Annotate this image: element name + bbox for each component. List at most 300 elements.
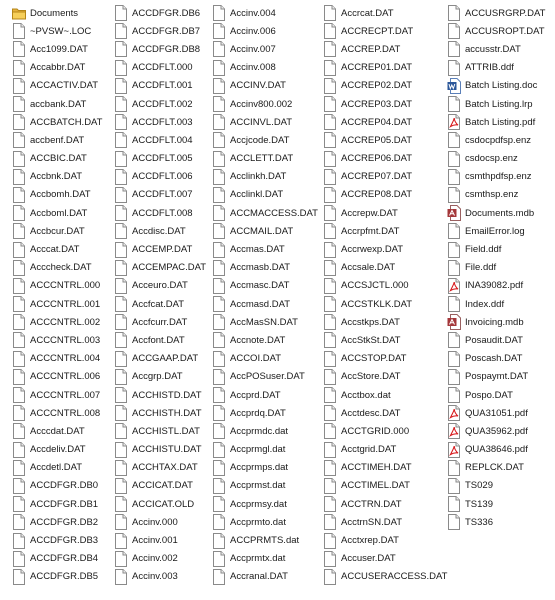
file-name-label: Acccheck.DAT	[30, 262, 92, 274]
file-item[interactable]	[114, 550, 206, 568]
file-icon	[447, 60, 461, 76]
file-icon	[323, 132, 337, 148]
file-item[interactable]	[212, 4, 318, 22]
file-icon	[12, 533, 26, 549]
file-item[interactable]	[114, 568, 206, 586]
file-icon	[114, 96, 128, 112]
file-icon	[12, 151, 26, 167]
file-name-label: ACCDFGR.DB6	[132, 7, 201, 19]
file-name-label: Acccat.DAT	[30, 244, 80, 256]
file-item[interactable]	[447, 495, 545, 513]
file-item[interactable]	[12, 531, 102, 549]
file-item[interactable]	[12, 259, 102, 277]
file-name-label: Accfcurr.DAT	[132, 316, 188, 328]
file-column	[447, 4, 545, 531]
file-item[interactable]	[447, 350, 545, 368]
file-name-label: ACCREP01.DAT	[341, 62, 413, 74]
file-item[interactable]	[12, 131, 102, 149]
file-item[interactable]	[12, 568, 102, 586]
file-item[interactable]	[114, 350, 206, 368]
file-icon	[12, 478, 26, 494]
file-name-label: Accboml.DAT	[30, 207, 88, 219]
file-icon	[114, 132, 128, 148]
file-icon	[114, 496, 128, 512]
file-item[interactable]	[323, 22, 447, 40]
file-item[interactable]	[212, 277, 318, 295]
file-item[interactable]	[114, 95, 206, 113]
file-item[interactable]	[114, 386, 206, 404]
file-icon	[447, 242, 461, 258]
file-item[interactable]	[447, 131, 545, 149]
file-item[interactable]	[12, 295, 102, 313]
file-item[interactable]	[323, 59, 447, 77]
file-icon	[114, 514, 128, 530]
file-icon	[447, 223, 461, 239]
file-item[interactable]	[114, 222, 206, 240]
file-name-label: accbank.DAT	[30, 98, 87, 110]
file-item[interactable]	[12, 368, 102, 386]
file-item[interactable]	[323, 531, 447, 549]
file-icon	[114, 442, 128, 458]
file-name-label: Poscash.DAT	[465, 353, 523, 365]
folder-item[interactable]	[12, 4, 102, 22]
file-item[interactable]	[212, 222, 318, 240]
file-item[interactable]	[212, 95, 318, 113]
file-icon	[12, 23, 26, 39]
file-item[interactable]	[114, 331, 206, 349]
file-icon	[212, 5, 226, 21]
file-name-label: ACCSJCTL.000	[341, 280, 409, 292]
file-name-label: ACCREP02.DAT	[341, 80, 413, 92]
file-icon	[323, 60, 337, 76]
file-name-label: Accdeliv.DAT	[30, 444, 86, 456]
file-item[interactable]	[12, 477, 102, 495]
file-item[interactable]	[114, 531, 206, 549]
file-name-label: ACCDFGR.DB7	[132, 25, 201, 37]
file-item[interactable]	[447, 22, 545, 40]
file-item[interactable]	[447, 386, 545, 404]
file-item[interactable]	[114, 459, 206, 477]
file-item[interactable]	[114, 404, 206, 422]
file-name-label: Acc1099.DAT	[30, 43, 88, 55]
file-icon	[323, 514, 337, 530]
file-item[interactable]	[12, 550, 102, 568]
file-name-label: Index.ddf	[465, 298, 505, 310]
file-item[interactable]	[447, 77, 545, 95]
file-item[interactable]	[212, 168, 318, 186]
file-icon	[12, 496, 26, 512]
file-name-label: ACCHISTL.DAT	[132, 425, 200, 437]
file-icon	[114, 151, 128, 167]
file-item[interactable]	[212, 495, 318, 513]
file-item[interactable]	[447, 240, 545, 258]
file-name-label: ACCINVL.DAT	[230, 116, 293, 128]
file-item[interactable]	[114, 422, 206, 440]
file-item[interactable]	[212, 477, 318, 495]
file-name-label: Accjcode.DAT	[230, 134, 290, 146]
file-name-label: ACCDFGR.DB5	[30, 571, 99, 583]
file-item[interactable]	[323, 313, 447, 331]
file-item[interactable]	[212, 386, 318, 404]
file-name-label: Accprmdc.dat	[230, 425, 289, 437]
file-name-label: ACCUSRGRP.DAT	[465, 7, 546, 19]
file-item[interactable]	[447, 113, 545, 131]
file-item[interactable]	[323, 4, 447, 22]
file-item[interactable]	[447, 441, 545, 459]
file-item[interactable]	[323, 550, 447, 568]
file-item[interactable]	[12, 441, 102, 459]
file-item[interactable]	[323, 477, 447, 495]
file-icon	[114, 314, 128, 330]
file-item[interactable]	[212, 59, 318, 77]
file-item[interactable]	[212, 77, 318, 95]
file-item[interactable]	[212, 331, 318, 349]
file-icon	[12, 78, 26, 94]
file-item[interactable]	[447, 259, 545, 277]
pdf-icon	[447, 442, 461, 458]
file-icon	[212, 278, 226, 294]
file-icon	[114, 387, 128, 403]
file-item[interactable]	[12, 22, 102, 40]
file-icon	[12, 205, 26, 221]
file-item[interactable]	[447, 459, 545, 477]
file-item[interactable]	[212, 550, 318, 568]
file-icon	[447, 169, 461, 185]
file-item[interactable]	[114, 441, 206, 459]
file-icon	[447, 260, 461, 276]
file-name-label: Documents.mdb	[465, 207, 535, 219]
file-name-label: Accdisc.DAT	[132, 225, 186, 237]
file-item[interactable]	[212, 204, 318, 222]
pdf-icon	[447, 405, 461, 421]
file-item[interactable]	[212, 313, 318, 331]
file-item[interactable]	[114, 150, 206, 168]
file-item[interactable]	[114, 277, 206, 295]
file-item[interactable]	[114, 40, 206, 58]
file-name-label: EmailError.log	[465, 225, 525, 237]
file-icon	[447, 369, 461, 385]
file-column	[212, 4, 318, 586]
file-item[interactable]	[212, 40, 318, 58]
access-db-icon	[447, 314, 461, 330]
file-name-label: Acctxrep.DAT	[341, 535, 399, 547]
file-icon	[447, 151, 461, 167]
file-item[interactable]	[447, 404, 545, 422]
file-item[interactable]	[323, 568, 447, 586]
file-name-label: ACCTGRID.000	[341, 425, 410, 437]
file-item[interactable]	[323, 113, 447, 131]
file-name-label: ACCPRMTS.dat	[230, 535, 300, 547]
file-item[interactable]	[323, 277, 447, 295]
file-icon	[12, 242, 26, 258]
file-item[interactable]	[114, 295, 206, 313]
file-item[interactable]	[323, 404, 447, 422]
file-name-label: Pospaymt.DAT	[465, 371, 529, 383]
file-item[interactable]	[114, 495, 206, 513]
file-item[interactable]	[447, 186, 545, 204]
file-name-label: Accmasc.DAT	[230, 280, 290, 292]
file-item[interactable]	[114, 22, 206, 40]
file-icon	[12, 223, 26, 239]
file-icon	[12, 514, 26, 530]
file-icon	[12, 114, 26, 130]
file-item[interactable]	[447, 313, 545, 331]
file-item[interactable]	[323, 168, 447, 186]
file-item[interactable]	[114, 59, 206, 77]
file-item[interactable]	[212, 531, 318, 549]
file-item[interactable]	[12, 331, 102, 349]
file-name-label: AccStore.DAT	[341, 371, 401, 383]
file-name-label: Acctgrid.DAT	[341, 444, 397, 456]
file-item[interactable]	[114, 4, 206, 22]
file-icon	[447, 351, 461, 367]
file-item[interactable]	[212, 131, 318, 149]
file-item[interactable]	[212, 422, 318, 440]
file-icon	[212, 41, 226, 57]
file-item[interactable]	[212, 459, 318, 477]
file-name-label: ACCDFGR.DB3	[30, 535, 99, 547]
file-name-label: ACCCNTRL.000	[30, 280, 101, 292]
file-name-label: QUA38646.pdf	[465, 444, 528, 456]
file-name-label: ACCDFLT.003	[132, 116, 193, 128]
file-icon	[323, 460, 337, 476]
file-icon	[447, 23, 461, 39]
file-item[interactable]	[323, 295, 447, 313]
file-name-label: Accranal.DAT	[230, 571, 288, 583]
file-icon	[114, 78, 128, 94]
file-name-label: Accinv.003	[132, 571, 178, 583]
file-icon	[114, 114, 128, 130]
file-name-label: AccStkSt.DAT	[341, 334, 401, 346]
file-item[interactable]	[114, 77, 206, 95]
file-name-label: Accfcat.DAT	[132, 298, 185, 310]
file-icon	[114, 169, 128, 185]
file-name-label: ACCLETT.DAT	[230, 153, 294, 165]
file-item[interactable]	[12, 186, 102, 204]
file-item[interactable]	[323, 495, 447, 513]
file-icon	[323, 296, 337, 312]
file-item[interactable]	[212, 441, 318, 459]
file-item[interactable]	[447, 477, 545, 495]
file-item[interactable]	[114, 168, 206, 186]
file-name-label: AccPOSuser.DAT	[230, 371, 305, 383]
file-item[interactable]	[212, 368, 318, 386]
pdf-icon	[447, 423, 461, 439]
file-item[interactable]	[114, 113, 206, 131]
file-icon	[212, 496, 226, 512]
file-item[interactable]	[323, 441, 447, 459]
file-item[interactable]	[447, 368, 545, 386]
file-item[interactable]	[212, 113, 318, 131]
file-icon	[323, 442, 337, 458]
file-item[interactable]	[323, 350, 447, 368]
file-icon	[212, 551, 226, 567]
file-item[interactable]	[212, 259, 318, 277]
file-item[interactable]	[114, 186, 206, 204]
file-icon	[114, 296, 128, 312]
file-item[interactable]	[447, 4, 545, 22]
file-item[interactable]	[212, 568, 318, 586]
file-item[interactable]	[323, 422, 447, 440]
file-item[interactable]	[447, 150, 545, 168]
file-name-label: ~PVSW~.LOC	[30, 25, 92, 37]
file-icon	[12, 132, 26, 148]
file-item[interactable]	[447, 222, 545, 240]
file-icon	[114, 478, 128, 494]
file-icon	[114, 223, 128, 239]
file-item[interactable]	[114, 259, 206, 277]
file-icon	[323, 151, 337, 167]
file-item[interactable]	[447, 295, 545, 313]
file-item[interactable]	[12, 222, 102, 240]
access-db-icon	[447, 205, 461, 221]
file-item[interactable]	[114, 240, 206, 258]
file-item[interactable]	[323, 77, 447, 95]
file-item[interactable]	[114, 368, 206, 386]
file-item[interactable]	[114, 513, 206, 531]
file-item[interactable]	[447, 331, 545, 349]
file-item[interactable]	[323, 459, 447, 477]
file-item[interactable]	[12, 495, 102, 513]
file-item[interactable]	[323, 259, 447, 277]
file-name-label: Acccdat.DAT	[30, 425, 85, 437]
file-item[interactable]	[12, 113, 102, 131]
file-item[interactable]	[212, 513, 318, 531]
file-item[interactable]	[212, 240, 318, 258]
file-item[interactable]	[12, 59, 102, 77]
file-item[interactable]	[12, 150, 102, 168]
file-name-label: Accabbr.DAT	[30, 62, 86, 74]
file-icon	[114, 551, 128, 567]
file-icon	[12, 369, 26, 385]
file-icon	[323, 96, 337, 112]
file-name-label: Accdetl.DAT	[30, 462, 83, 474]
file-item[interactable]	[323, 150, 447, 168]
file-icon	[212, 260, 226, 276]
file-name-label: Accfont.DAT	[132, 334, 185, 346]
file-icon	[212, 60, 226, 76]
file-name-label: ACCCNTRL.003	[30, 334, 101, 346]
file-name-label: Accinv.007	[230, 43, 276, 55]
file-name-label: accusstr.DAT	[465, 43, 521, 55]
file-item[interactable]	[12, 422, 102, 440]
file-name-label: ACCDFLT.005	[132, 153, 193, 165]
file-item[interactable]	[323, 131, 447, 149]
file-name-label: Accgrp.DAT	[132, 371, 183, 383]
file-item[interactable]	[12, 513, 102, 531]
file-name-label: ACCSTKLK.DAT	[341, 298, 413, 310]
file-item[interactable]	[323, 204, 447, 222]
file-item[interactable]	[323, 222, 447, 240]
file-item[interactable]	[12, 168, 102, 186]
file-item[interactable]	[114, 477, 206, 495]
file-item[interactable]	[114, 204, 206, 222]
file-icon	[212, 314, 226, 330]
file-name-label: Acclinkh.DAT	[230, 171, 287, 183]
file-item[interactable]	[212, 150, 318, 168]
file-item[interactable]	[212, 295, 318, 313]
file-item[interactable]	[12, 277, 102, 295]
file-item[interactable]	[447, 168, 545, 186]
file-icon	[447, 387, 461, 403]
file-name-label: ACCICAT.DAT	[132, 480, 193, 492]
file-name-label: ACCCNTRL.007	[30, 389, 101, 401]
file-name-label: accbenf.DAT	[30, 134, 85, 146]
file-item[interactable]	[447, 513, 545, 531]
file-icon	[447, 332, 461, 348]
file-icon	[447, 96, 461, 112]
file-icon	[12, 387, 26, 403]
file-name-label: ACCTRN.DAT	[341, 498, 402, 510]
file-icon	[12, 169, 26, 185]
file-item[interactable]	[323, 40, 447, 58]
file-item[interactable]	[12, 459, 102, 477]
file-item[interactable]	[323, 95, 447, 113]
file-item[interactable]	[447, 40, 545, 58]
file-name-label: ACCHISTH.DAT	[132, 407, 202, 419]
file-name-label: ACCHISTU.DAT	[132, 444, 202, 456]
file-icon	[212, 169, 226, 185]
file-item[interactable]	[323, 513, 447, 531]
file-item[interactable]	[212, 22, 318, 40]
file-item[interactable]	[114, 131, 206, 149]
file-item[interactable]	[447, 59, 545, 77]
file-column	[12, 4, 102, 586]
file-name-label: Accprmto.dat	[230, 516, 286, 528]
file-item[interactable]	[12, 40, 102, 58]
file-item[interactable]	[12, 350, 102, 368]
file-icon	[212, 296, 226, 312]
file-item[interactable]	[212, 350, 318, 368]
file-icon	[212, 423, 226, 439]
file-icon	[12, 405, 26, 421]
file-item[interactable]	[447, 422, 545, 440]
file-icon	[323, 533, 337, 549]
file-item[interactable]	[12, 95, 102, 113]
file-icon	[323, 278, 337, 294]
file-name-label: ACCEMPAC.DAT	[132, 262, 207, 274]
file-item[interactable]	[212, 186, 318, 204]
file-item[interactable]	[12, 204, 102, 222]
file-item[interactable]	[114, 313, 206, 331]
file-item[interactable]	[323, 331, 447, 349]
file-item[interactable]	[447, 95, 545, 113]
file-icon	[12, 351, 26, 367]
file-name-label: ACCBATCH.DAT	[30, 116, 103, 128]
file-item[interactable]	[212, 404, 318, 422]
file-item[interactable]	[323, 186, 447, 204]
file-item[interactable]	[323, 240, 447, 258]
file-name-label: ACCUSERACCESS.DAT	[341, 571, 448, 583]
file-name-label: Pospo.DAT	[465, 389, 513, 401]
file-name-label: Accinv.006	[230, 25, 276, 37]
file-item[interactable]	[12, 386, 102, 404]
file-name-label: Accprmst.dat	[230, 480, 286, 492]
file-name-label: Accprd.DAT	[230, 389, 281, 401]
file-name-label: ACCMAIL.DAT	[230, 225, 294, 237]
file-item[interactable]	[323, 368, 447, 386]
file-item[interactable]	[12, 240, 102, 258]
file-icon	[12, 41, 26, 57]
file-name-label: Accmasd.DAT	[230, 298, 291, 310]
file-item[interactable]	[447, 277, 545, 295]
file-icon	[212, 351, 226, 367]
file-item[interactable]	[12, 313, 102, 331]
file-item[interactable]	[12, 77, 102, 95]
file-item[interactable]	[12, 404, 102, 422]
file-item[interactable]	[447, 204, 545, 222]
file-item[interactable]	[323, 386, 447, 404]
